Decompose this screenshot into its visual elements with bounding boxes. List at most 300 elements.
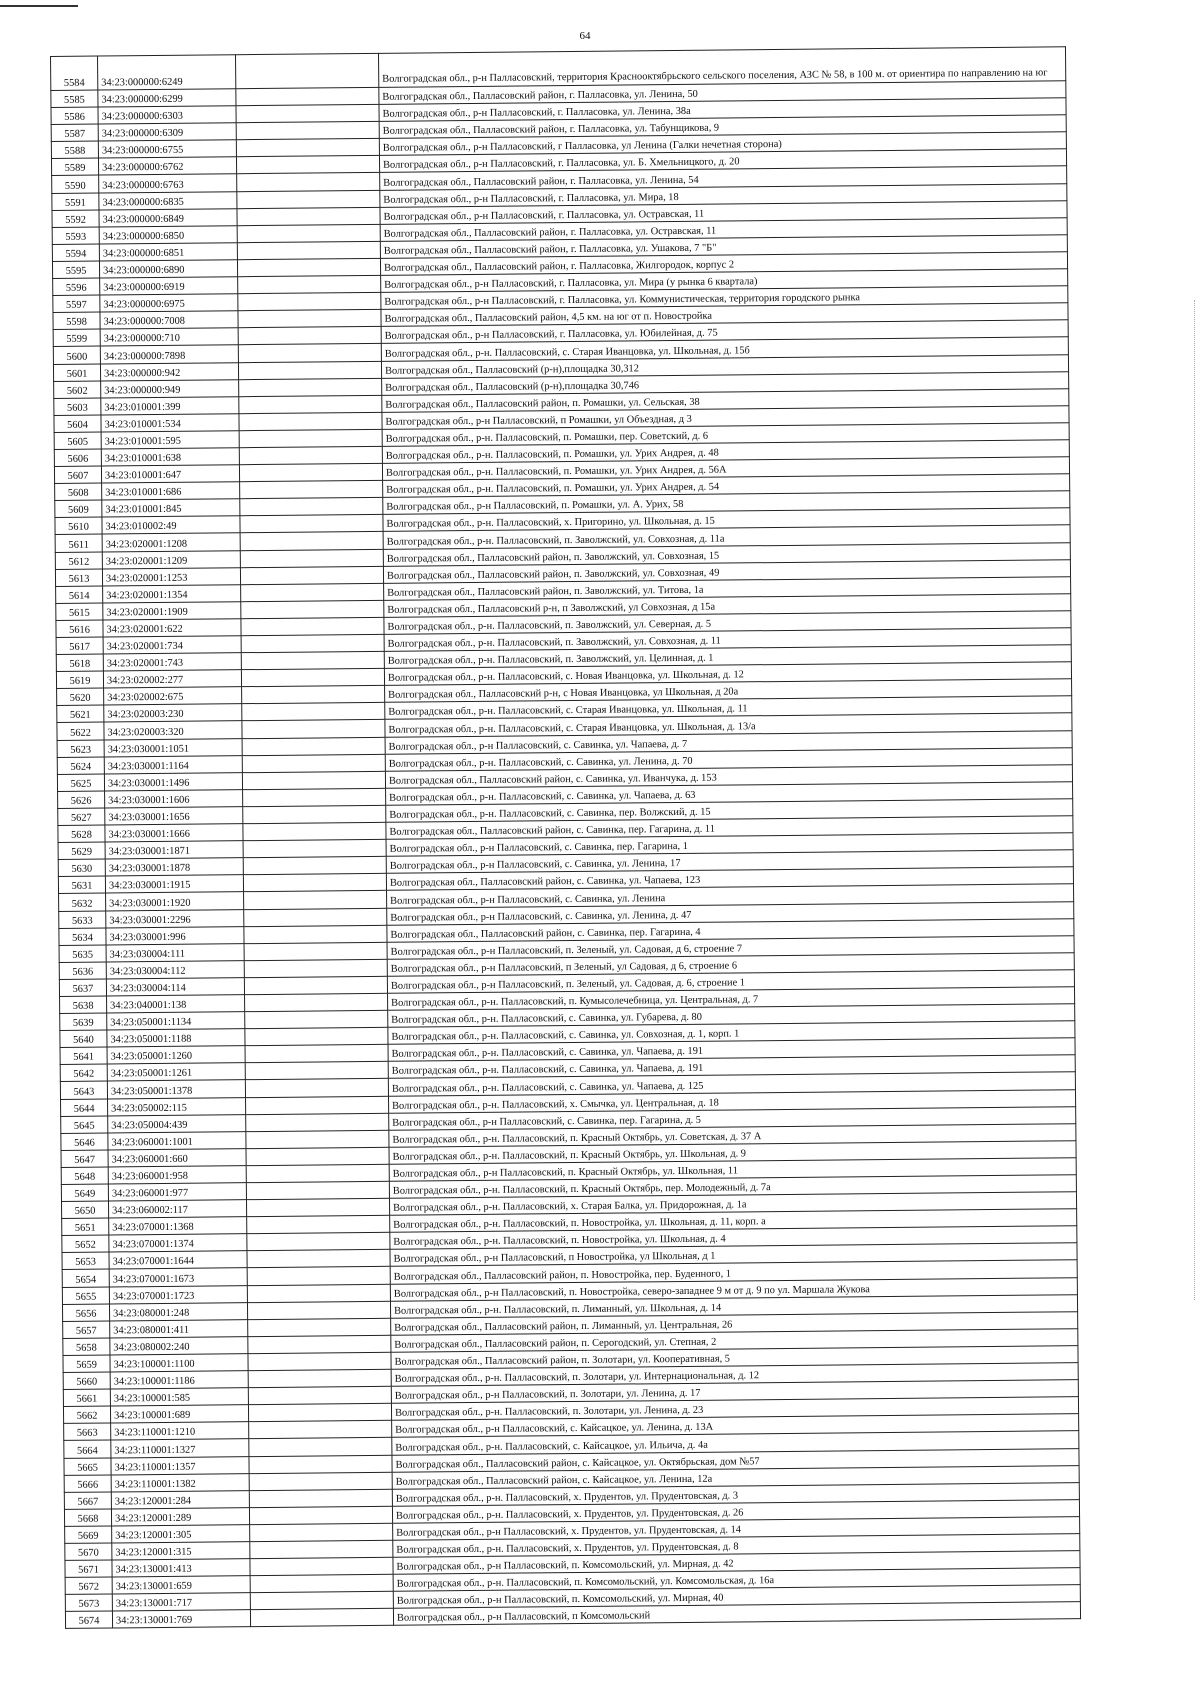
address-cell: Волгоградская обл., Палласовский район, г. Палласовка, ул. Ленина, 54: [380, 166, 1067, 190]
row-number-cell: 5626: [58, 791, 105, 809]
cadastral-number-cell: 34:23:020001:1909: [103, 602, 241, 620]
row-number-cell: 5584: [51, 56, 98, 90]
cadastral-number-cell: 34:23:030004:111: [106, 943, 244, 961]
address-cell: Волгоградская обл., р-н Палласовский, п. Зеленый, ул. Садовая, д. 6, строение 1: [387, 970, 1074, 994]
cadastral-number-cell: 34:23:070001:1673: [109, 1268, 247, 1286]
cadastral-number-cell: 34:23:030004:112: [106, 960, 244, 978]
address-cell: Волгоградская обл., р-н. Палласовский, п. Кумысолечебница, ул. Центральная, д. 7: [388, 987, 1075, 1011]
row-number-cell: 5621: [57, 705, 104, 723]
empty-cell: [236, 122, 379, 140]
row-number-cell: 5649: [61, 1184, 108, 1202]
row-number-cell: 5635: [59, 945, 106, 963]
address-cell: Волгоградская обл., р-н Палласовский, п. Золотари, ул. Ленина, д. 17: [391, 1380, 1078, 1404]
row-number-cell: 5674: [65, 1611, 112, 1629]
address-cell: Волгоградская обл., р-н. Палласовский, х. Старая Балка, ул. Придорожная, д. 1а: [389, 1192, 1076, 1216]
address-cell: Волгоградская обл., р-н Палласовский, п. Комсомольский, ул. Мирная, 40: [393, 1585, 1080, 1609]
property-register-table: [50, 46, 1081, 1629]
cadastral-number-cell: 34:23:070001:1723: [109, 1285, 247, 1303]
empty-cell: [250, 1540, 393, 1558]
empty-cell: [240, 515, 383, 533]
empty-cell: [246, 1198, 389, 1216]
address-cell: Волгоградская обл., р-н Палласовский, г. Палласовка, ул. Б. Хмельницкого, д. 20: [379, 149, 1066, 173]
row-number-cell: 5668: [64, 1509, 111, 1527]
empty-cell: [243, 822, 386, 840]
empty-cell: [247, 1267, 390, 1285]
empty-cell: [242, 703, 385, 721]
address-cell: Волгоградская обл., р-н. Палласовский, х. Прудентов, ул. Прудентовская, д. 26: [392, 1499, 1079, 1523]
empty-cell: [237, 207, 380, 225]
empty-cell: [239, 378, 382, 396]
cadastral-number-cell: 34:23:030001:1915: [105, 875, 243, 893]
row-number-cell: 5629: [58, 842, 105, 860]
empty-cell: [244, 925, 387, 943]
row-number-cell: 5660: [63, 1372, 110, 1390]
row-number-cell: 5645: [61, 1116, 108, 1134]
empty-cell: [241, 617, 384, 635]
empty-cell: [249, 1455, 392, 1473]
empty-cell: [249, 1472, 392, 1490]
address-cell: Волгоградская обл., Палласовский район, г. Палласовка, ул. Ушакова, 7 "Б": [380, 235, 1067, 259]
empty-cell: [240, 532, 383, 550]
address-cell: Волгоградская обл., р-н. Палласовский, п. Красный Октябрь, ул. Советская, д. 37 А: [389, 1123, 1076, 1147]
cadastral-number-cell: 34:23:000000:7008: [100, 311, 238, 329]
empty-cell: [249, 1421, 392, 1439]
empty-cell: [250, 1557, 393, 1575]
empty-cell: [244, 908, 387, 926]
row-number-cell: 5636: [59, 962, 106, 980]
address-cell: Волгоградская обл., р-н. Палласовский, п. Красный Октябрь, пер. Молодежный, д. 7а: [389, 1175, 1076, 1199]
row-number-cell: 5666: [64, 1475, 111, 1493]
empty-cell: [245, 1010, 388, 1028]
address-cell: Волгоградская обл., Палласовский район, с. Савинка, ул. Чапаева, 123: [386, 867, 1073, 891]
row-number-cell: 5588: [51, 141, 98, 159]
row-number-cell: 5657: [63, 1321, 110, 1339]
cadastral-number-cell: 34:23:030004:114: [106, 978, 244, 996]
address-cell: Волгоградская обл., р-н Палласовский, п Ромашки, ул Объездная, д 3: [382, 406, 1069, 430]
cadastral-number-cell: 34:23:000000:710: [100, 328, 238, 346]
empty-cell: [238, 327, 381, 345]
cadastral-number-cell: 34:23:050001:1134: [107, 1012, 245, 1030]
empty-cell: [239, 446, 382, 464]
address-cell: Волгоградская обл., р-н Палласовский, г. Палласовка, ул. Мира (у рынка 6 квартала): [381, 269, 1068, 293]
empty-cell: [242, 737, 385, 755]
empty-cell: [248, 1369, 391, 1387]
empty-cell: [248, 1335, 391, 1353]
empty-cell: [245, 1079, 388, 1097]
row-number-cell: 5656: [62, 1304, 109, 1322]
address-cell: Волгоградская обл., р-н. Палласовский, п. Комсомольский, ул. Комсомольская, д. 16а: [393, 1568, 1080, 1592]
empty-cell: [250, 1523, 393, 1541]
address-cell: Волгоградская обл., р-н Палласовский, п. Новостройка, северо-западнее 9 м от д. 9 по ул. Маршала Жукова: [390, 1277, 1077, 1301]
cadastral-number-cell: 34:23:010001:595: [101, 431, 239, 449]
empty-cell: [247, 1250, 390, 1268]
empty-cell: [247, 1233, 390, 1251]
empty-cell: [245, 993, 388, 1011]
address-cell: Волгоградская обл., р-н. Палласовский, с. Савинка, ул. Чапаева, д. 191: [388, 1055, 1075, 1079]
cadastral-number-cell: 34:23:030001:996: [106, 926, 244, 944]
address-cell: Волгоградская обл., р-н. Палласовский, с. Старая Иванцовка, ул. Школьная, д. 13/а: [385, 713, 1072, 737]
row-number-cell: 5596: [53, 278, 100, 296]
cadastral-number-cell: 34:23:000000:6299: [98, 89, 236, 107]
cadastral-number-cell: 34:23:070001:1368: [109, 1217, 247, 1235]
cadastral-number-cell: 34:23:020001:622: [103, 619, 241, 637]
row-number-cell: 5647: [61, 1150, 108, 1168]
address-cell: Волгоградская обл., р-н. Палласовский, п. Ромашки, ул. Урих Андрея, д. 56А: [382, 457, 1069, 481]
row-number-cell: 5658: [63, 1338, 110, 1356]
row-number-cell: 5585: [51, 90, 98, 108]
cadastral-number-cell: 34:23:060001:977: [108, 1183, 246, 1201]
row-number-cell: 5627: [58, 808, 105, 826]
empty-cell: [243, 805, 386, 823]
cadastral-number-cell: 34:23:130001:413: [112, 1559, 250, 1577]
address-cell: Волгоградская обл., р-н. Палласовский, с. Савинка, ул. Чапаева, д. 191: [388, 1038, 1075, 1062]
address-cell: Волгоградская обл., р-н. Палласовский, с. Савинка, ул. Ленина, д. 70: [385, 747, 1072, 771]
row-number-cell: 5663: [64, 1423, 111, 1441]
address-cell: Волгоградская обл., р-н Палласовский, г. Палласовка, ул. Остравская, 11: [380, 200, 1067, 224]
row-number-cell: 5617: [56, 637, 103, 655]
cadastral-number-cell: 34:23:020001:1253: [102, 567, 240, 585]
address-cell: Волгоградская обл., р-н. Палласовский, п. Новостройка, ул. Школьная, д. 4: [390, 1226, 1077, 1250]
address-cell: Волгоградская обл., р-н Палласовский, г. Палласовка, ул. Мира, 18: [380, 183, 1067, 207]
empty-cell: [244, 959, 387, 977]
address-cell: Волгоградская обл., Палласовский район, п. Заволжский, ул. Совхозная, 49: [383, 559, 1070, 583]
address-cell: Волгоградская обл., Палласовский район, п. Заволжский, ул. Титова, 1а: [384, 576, 1071, 600]
address-cell: Волгоградская обл., р-н Палласовский, с. Савинка, ул. Ленина, д. 47: [387, 901, 1074, 925]
empty-cell: [244, 891, 387, 909]
address-cell: Волгоградская обл., Палласовский район, п. Новостройка, пер. Буденного, 1: [390, 1260, 1077, 1284]
cadastral-number-cell: 34:23:000000:6762: [98, 157, 236, 175]
cadastral-number-cell: 34:23:030001:1164: [104, 755, 242, 773]
address-cell: Волгоградская обл., р-н. Палласовский, с. Савинка, пер. Волжский, д. 15: [386, 799, 1073, 823]
address-cell: Волгоградская обл., Палласовский район, с. Кайсацкое, ул. Ленина, 12а: [392, 1465, 1079, 1489]
empty-cell: [236, 104, 379, 122]
empty-cell: [238, 275, 381, 293]
address-cell: Волгоградская обл., Палласовский район, г. Палласовка, ул. Остравская, 11: [380, 217, 1067, 241]
row-number-cell: 5634: [59, 928, 106, 946]
cadastral-number-cell: 34:23:120001:315: [112, 1542, 250, 1560]
address-cell: Волгоградская обл., р-н Палласовский, п Новостройка, ул Школьная, д 1: [390, 1243, 1077, 1267]
row-number-cell: 5644: [61, 1099, 108, 1117]
empty-cell: [238, 344, 381, 362]
cadastral-number-cell: 34:23:110001:1382: [111, 1473, 249, 1491]
empty-cell: [243, 857, 386, 875]
empty-cell: [246, 1096, 389, 1114]
address-cell: Волгоградская обл., р-н. Палласовский, п. Золотари, ул. Интернациональная, д. 12: [391, 1363, 1078, 1387]
cadastral-number-cell: 34:23:030001:1656: [105, 807, 243, 825]
address-cell: Волгоградская обл., р-н. Палласовский, п. Заволжский, ул. Совхозная, д. 11: [384, 628, 1071, 652]
address-cell: Волгоградская обл., р-н Палласовский, с. Савинка, пер. Гагарина, 1: [386, 833, 1073, 857]
row-number-cell: 5610: [55, 517, 102, 535]
cadastral-number-cell: 34:23:000000:6309: [98, 123, 236, 141]
row-number-cell: 5669: [65, 1526, 112, 1544]
address-cell: Волгоградская обл., р-н. Палласовский, с. Савинка, ул. Чапаева, д. 63: [386, 782, 1073, 806]
address-cell: Волгоградская обл., Палласовский (р-н),площадка 30,746: [382, 371, 1069, 395]
address-cell: Волгоградская обл., р-н. Палласовский, п. Золотари, ул. Ленина, д. 23: [391, 1397, 1078, 1421]
row-number-cell: 5586: [51, 107, 98, 125]
empty-cell: [245, 1062, 388, 1080]
row-number-cell: 5655: [62, 1287, 109, 1305]
empty-cell: [247, 1215, 390, 1233]
empty-cell: [248, 1352, 391, 1370]
address-cell: Волгоградская обл., Палласовский район, п. Серогодский, ул. Степная, 2: [391, 1329, 1078, 1353]
row-number-cell: 5665: [64, 1457, 111, 1475]
cadastral-number-cell: 34:23:100001:1100: [110, 1354, 248, 1372]
empty-cell: [243, 874, 386, 892]
address-cell: Волгоградская обл., р-н Палласовский, г. Палласовка, ул. Юбилейная, д. 75: [381, 320, 1068, 344]
cadastral-number-cell: 34:23:000000:6851: [99, 243, 237, 261]
row-number-cell: 5661: [63, 1389, 110, 1407]
empty-cell: [236, 156, 379, 174]
empty-cell: [246, 1130, 389, 1148]
empty-cell: [239, 412, 382, 430]
cadastral-number-cell: 34:23:050001:1378: [107, 1080, 245, 1098]
empty-cell: [237, 258, 380, 276]
row-number-cell: 5630: [58, 859, 105, 877]
address-cell: Волгоградская обл., Палласовский район, п. Ромашки, ул. Сельская, 38: [382, 388, 1069, 412]
empty-cell: [249, 1489, 392, 1507]
cadastral-number-cell: 34:23:070001:1644: [109, 1251, 247, 1269]
row-number-cell: 5598: [53, 312, 100, 330]
empty-cell: [246, 1147, 389, 1165]
cadastral-number-cell: 34:23:050001:1188: [107, 1029, 245, 1047]
empty-cell: [240, 480, 383, 498]
scan-right-edge: [1194, 300, 1196, 1300]
row-number-cell: 5624: [57, 757, 104, 775]
cadastral-number-cell: 34:23:050001:1261: [107, 1063, 245, 1081]
empty-cell: [247, 1284, 390, 1302]
row-number-cell: 5589: [51, 158, 98, 176]
empty-cell: [237, 241, 380, 259]
address-cell: Волгоградская обл., р-н. Палласовский, п. Лиманный, ул. Школьная, д. 14: [390, 1294, 1077, 1318]
cadastral-number-cell: 34:23:010002:49: [102, 516, 240, 534]
address-cell: Волгоградская обл., Палласовский (р-н),площадка 30,312: [381, 354, 1068, 378]
cadastral-number-cell: 34:23:030001:1496: [104, 772, 242, 790]
row-number-cell: 5622: [57, 722, 104, 740]
row-number-cell: 5606: [54, 449, 101, 467]
empty-cell: [242, 720, 385, 738]
cadastral-number-cell: 34:23:020002:277: [103, 670, 241, 688]
cadastral-number-cell: 34:23:000000:949: [101, 379, 239, 397]
address-cell: Волгоградская обл., Палласовский район, г. Палласовка, ул. Табунщикова, 9: [379, 115, 1066, 139]
cadastral-number-cell: 34:23:010001:638: [101, 448, 239, 466]
empty-cell: [245, 1045, 388, 1063]
empty-cell: [237, 224, 380, 242]
address-cell: Волгоградская обл., р-н Палласовский, с. Кайсацкое, ул. Ленина, д. 13А: [392, 1414, 1079, 1438]
row-number-cell: 5651: [62, 1218, 109, 1236]
cadastral-number-cell: 34:23:010001:686: [102, 482, 240, 500]
address-cell: Волгоградская обл., Палласовский район, г. Палласовка, Жилгородок, корпус 2: [380, 252, 1067, 276]
empty-cell: [247, 1301, 390, 1319]
address-cell: Волгоградская обл., р-н Палласовский, г. Палласовка, ул. Ленина, 38а: [379, 98, 1066, 122]
address-cell: Волгоградская обл., р-н. Палласовский, п. Ромашки, ул. Урих Андрея, д. 54: [383, 474, 1070, 498]
row-number-cell: 5599: [53, 329, 100, 347]
address-cell: Волгоградская обл., р-н. Палласовский, с. Савинка, ул. Совхозная, д. 1, корп. 1: [388, 1021, 1075, 1045]
address-cell: Волгоградская обл., р-н. Палласовский, п. Заволжский, ул. Северная, д. 5: [384, 611, 1071, 635]
empty-cell: [246, 1164, 389, 1182]
row-number-cell: 5652: [62, 1235, 109, 1253]
row-number-cell: 5673: [65, 1594, 112, 1612]
cadastral-number-cell: 34:23:130001:659: [112, 1576, 250, 1594]
cadastral-number-cell: 34:23:020003:320: [104, 721, 242, 739]
empty-cell: [243, 839, 386, 857]
row-number-cell: 5609: [55, 500, 102, 518]
cadastral-number-cell: 34:23:030001:1666: [105, 824, 243, 842]
empty-cell: [239, 463, 382, 481]
row-number-cell: 5605: [54, 432, 101, 450]
address-cell: Волгоградская обл., р-н. Палласовский, с. Кайсацкое, ул. Ильича, д. 4а: [392, 1431, 1079, 1455]
empty-cell: [242, 754, 385, 772]
row-number-cell: 5628: [58, 825, 105, 843]
row-number-cell: 5614: [56, 586, 103, 604]
cadastral-number-cell: 34:23:030001:1051: [104, 738, 242, 756]
empty-cell: [240, 498, 383, 516]
cadastral-number-cell: 34:23:050002:115: [108, 1097, 246, 1115]
scan-edge-mark: [0, 0, 78, 7]
cadastral-number-cell: 34:23:130001:769: [112, 1610, 250, 1628]
address-cell: Волгоградская обл., Палласовский район, с. Савинка, пер. Гагарина, д. 11: [386, 816, 1073, 840]
empty-cell: [250, 1609, 393, 1627]
address-cell: Волгоградская обл., Палласовский район, п. Заволжский, ул. Совхозная, 15: [383, 542, 1070, 566]
empty-cell: [250, 1574, 393, 1592]
cadastral-number-cell: 34:23:040001:138: [107, 995, 245, 1013]
address-cell: Волгоградская обл., р-н. Палласовский, п. Заволжский, ул. Совхозная, д. 11а: [383, 525, 1070, 549]
address-cell: Волгоградская обл., р-н Палласовский, п. Красный Октябрь, ул. Школьная, 11: [389, 1158, 1076, 1182]
cadastral-number-cell: 34:23:030001:1606: [105, 790, 243, 808]
cadastral-number-cell: 34:23:030001:1920: [106, 892, 244, 910]
address-cell: Волгоградская обл., Палласовский район, 4,5 км. на юг от п. Новостройка: [381, 303, 1068, 327]
row-number-cell: 5640: [60, 1030, 107, 1048]
cadastral-number-cell: 34:23:020001:734: [103, 636, 241, 654]
cadastral-number-cell: 34:23:000000:942: [100, 362, 238, 380]
address-cell: Волгоградская обл., р-н Палласовский, п Комсомольский: [393, 1602, 1080, 1626]
empty-cell: [238, 310, 381, 328]
row-number-cell: 5594: [52, 244, 99, 262]
address-cell: Волгоградская обл., р-н. Палласовский, х. Прудентов, ул. Прудентовская, д. 8: [393, 1534, 1080, 1558]
row-number-cell: 5670: [65, 1543, 112, 1561]
row-number-cell: 5618: [56, 654, 103, 672]
cadastral-number-cell: 34:23:030001:1871: [105, 841, 243, 859]
address-cell: Волгоградская обл., р-н Палласовский, х. Прудентов, ул. Прудентовская, д. 14: [393, 1517, 1080, 1541]
cadastral-number-cell: 34:23:010001:534: [101, 413, 239, 431]
cadastral-number-cell: 34:23:060001:958: [108, 1166, 246, 1184]
empty-cell: [242, 686, 385, 704]
row-number-cell: 5632: [59, 893, 106, 911]
empty-cell: [241, 583, 384, 601]
address-cell: Волгоградская обл., р-н Палласовский, п. Комсомольский, ул. Мирная, д. 42: [393, 1551, 1080, 1575]
empty-cell: [237, 190, 380, 208]
cadastral-number-cell: 34:23:110001:1357: [111, 1456, 249, 1474]
cadastral-number-cell: 34:23:060001:1001: [108, 1131, 246, 1149]
empty-cell: [236, 139, 379, 157]
cadastral-number-cell: 34:23:000000:6850: [99, 225, 237, 243]
row-number-cell: 5607: [54, 466, 101, 484]
empty-cell: [238, 361, 381, 379]
address-cell: Волгоградская обл., р-н Палласовский, п. Зеленый, ул. Садовая, д 6, строение 7: [387, 935, 1074, 959]
empty-cell: [248, 1404, 391, 1422]
cadastral-number-cell: 34:23:030001:1878: [105, 858, 243, 876]
address-cell: Волгоградская обл., Палласовский район, г. Палласовка, ул. Ленина, 50: [379, 81, 1066, 105]
address-cell: Волгоградская обл., Палласовский район, с. Кайсацкое, ул. Октябрьская, дом №57: [392, 1448, 1079, 1472]
cadastral-number-cell: 34:23:020001:1208: [102, 533, 240, 551]
address-cell: Волгоградская обл., Палласовский район, с. Савинка, пер. Гагарина, 4: [387, 918, 1074, 942]
cadastral-number-cell: 34:23:100001:1186: [110, 1371, 248, 1389]
row-number-cell: 5595: [52, 261, 99, 279]
address-cell: Волгоградская обл., р-н. Палласовский, х. Прудентов, ул. Прудентовская, д. 3: [392, 1482, 1079, 1506]
row-number-cell: 5611: [55, 534, 102, 552]
row-number-cell: 5654: [62, 1269, 109, 1287]
page-number: 64: [579, 30, 591, 42]
empty-cell: [249, 1506, 392, 1524]
empty-cell: [241, 669, 384, 687]
cadastral-number-cell: 34:23:000000:6249: [98, 55, 236, 90]
address-cell: Волгоградская обл., Палласовский район, с. Савинка, ул. Иванчука, д. 153: [385, 764, 1072, 788]
address-cell: Волгоградская обл., р-н. Палласовский, с. Савинка, ул. Губарева, д. 80: [388, 1004, 1075, 1028]
empty-cell: [248, 1318, 391, 1336]
cadastral-number-cell: 34:23:020003:230: [104, 704, 242, 722]
cadastral-number-cell: 34:23:000000:6755: [98, 140, 236, 158]
empty-cell: [244, 942, 387, 960]
row-number-cell: 5659: [63, 1355, 110, 1373]
empty-cell: [250, 1592, 393, 1610]
empty-cell: [246, 1113, 389, 1131]
row-number-cell: 5612: [55, 552, 102, 570]
empty-cell: [239, 429, 382, 447]
row-number-cell: 5642: [60, 1064, 107, 1082]
cadastral-number-cell: 34:23:050001:1260: [107, 1046, 245, 1064]
cadastral-number-cell: 34:23:000000:6835: [99, 191, 237, 209]
cadastral-number-cell: 34:23:000000:7898: [100, 345, 238, 363]
cadastral-number-cell: 34:23:110001:1210: [111, 1422, 249, 1440]
row-number-cell: 5638: [60, 996, 107, 1014]
address-cell: Волгоградская обл., р-н. Палласовский, с. Старая Иванцовка, ул. Школьная, д. 11: [385, 696, 1072, 720]
address-cell: Волгоградская обл., р-н Палласовский, п Зеленый, ул Садовая, д 6, строение 6: [387, 952, 1074, 976]
empty-cell: [246, 1181, 389, 1199]
cadastral-number-cell: 34:23:060002:117: [108, 1200, 246, 1218]
cadastral-number-cell: 34:23:020001:1209: [102, 550, 240, 568]
empty-cell: [240, 549, 383, 567]
row-number-cell: 5597: [53, 295, 100, 313]
empty-cell: [235, 53, 378, 88]
address-cell: Волгоградская обл., р-н. Палласовский, п. Красный Октябрь, ул. Школьная, д. 9: [389, 1141, 1076, 1165]
empty-cell: [239, 395, 382, 413]
row-number-cell: 5643: [60, 1081, 107, 1099]
cadastral-number-cell: 34:23:020001:1354: [103, 584, 241, 602]
empty-cell: [242, 771, 385, 789]
empty-cell: [248, 1386, 391, 1404]
cadastral-number-cell: 34:23:050004:439: [108, 1114, 246, 1132]
cadastral-number-cell: 34:23:010001:647: [101, 465, 239, 483]
address-cell: Волгоградская обл., р-н. Палласовский, с. Савинка, ул. Чапаева, д. 125: [388, 1072, 1075, 1096]
empty-cell: [241, 634, 384, 652]
row-number-cell: 5590: [52, 176, 99, 194]
row-number-cell: 5641: [60, 1047, 107, 1065]
cadastral-number-cell: 34:23:010001:845: [102, 499, 240, 517]
cadastral-number-cell: 34:23:000000:6303: [98, 106, 236, 124]
row-number-cell: 5671: [65, 1560, 112, 1578]
row-number-cell: 5593: [52, 227, 99, 245]
row-number-cell: 5637: [59, 979, 106, 997]
empty-cell: [236, 87, 379, 105]
cadastral-number-cell: 34:23:030001:2296: [106, 909, 244, 927]
row-number-cell: 5646: [61, 1133, 108, 1151]
row-number-cell: 5650: [61, 1201, 108, 1219]
row-number-cell: 5633: [59, 911, 106, 929]
address-cell: Волгоградская обл., р-н Палласовский, п. Ромашки, ул. А. Урих, 58: [383, 491, 1070, 515]
row-number-cell: 5664: [64, 1440, 111, 1458]
row-number-cell: 5592: [52, 210, 99, 228]
address-cell: Волгоградская обл., Палласовский район, п. Золотари, ул. Кооперативная, 5: [391, 1346, 1078, 1370]
empty-cell: [238, 292, 381, 310]
